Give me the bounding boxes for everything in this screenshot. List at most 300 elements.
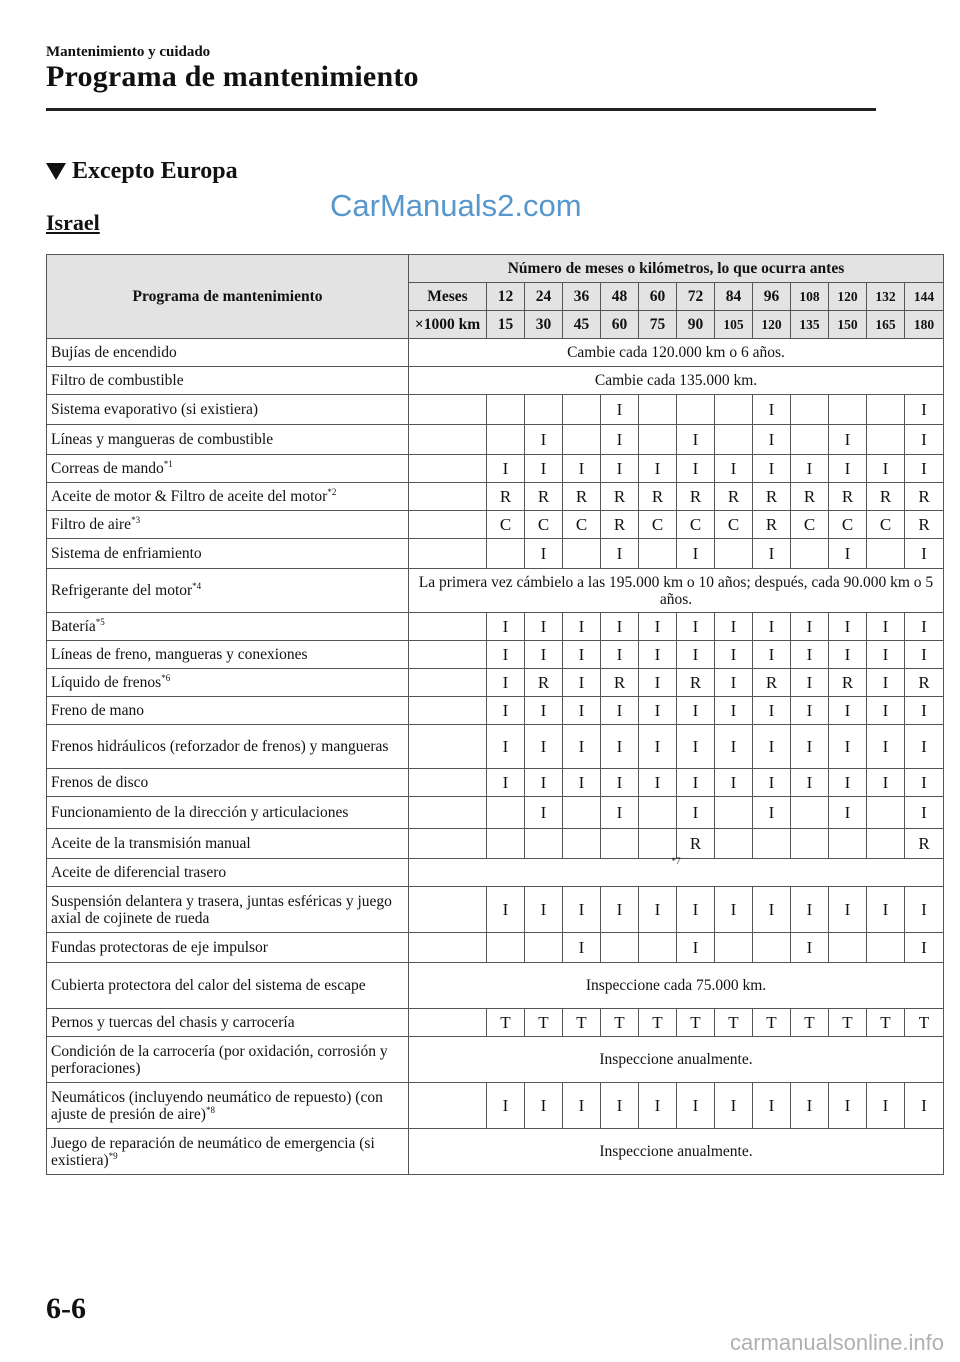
- schedule-cell: [639, 539, 677, 569]
- schedule-cell: I: [753, 697, 791, 725]
- schedule-cell: I: [525, 425, 563, 455]
- schedule-cell: I: [639, 669, 677, 697]
- km-header: 15: [487, 311, 525, 339]
- table-row: [47, 511, 944, 539]
- schedule-cell: I: [791, 887, 829, 933]
- schedule-cell: I: [601, 725, 639, 769]
- footnote-ref: *4: [192, 581, 202, 591]
- km-header: 105: [715, 311, 753, 339]
- km-header: 135: [791, 311, 829, 339]
- schedule-cell: I: [867, 697, 905, 725]
- schedule-cell: I: [715, 455, 753, 483]
- schedule-cell: I: [905, 797, 944, 829]
- spacer-cell: [409, 641, 487, 669]
- schedule-cell: I: [639, 697, 677, 725]
- schedule-cell: I: [601, 539, 639, 569]
- spacer-cell: [409, 455, 487, 483]
- item-label: [47, 339, 409, 367]
- schedule-cell: I: [563, 613, 601, 641]
- schedule-cell: I: [677, 539, 715, 569]
- schedule-cell: [563, 539, 601, 569]
- table-row: [47, 933, 944, 963]
- schedule-cell: I: [563, 769, 601, 797]
- schedule-cell: I: [791, 697, 829, 725]
- schedule-cell: I: [525, 697, 563, 725]
- item-label-text: Funcionamiento de la dirección y articulaciones: [51, 804, 349, 821]
- schedule-cell: I: [753, 539, 791, 569]
- schedule-cell: I: [525, 725, 563, 769]
- schedule-cell: I: [601, 395, 639, 425]
- schedule-cell: I: [639, 769, 677, 797]
- item-label: [47, 425, 409, 455]
- schedule-cell: I: [905, 725, 944, 769]
- table-row: [47, 395, 944, 425]
- schedule-cell: T: [905, 1009, 944, 1037]
- schedule-cell: I: [753, 797, 791, 829]
- spacer-cell: [409, 511, 487, 539]
- schedule-cell: I: [601, 613, 639, 641]
- schedule-cell: I: [905, 769, 944, 797]
- schedule-cell: [601, 829, 639, 859]
- schedule-cell: I: [677, 613, 715, 641]
- table-row: [47, 425, 944, 455]
- schedule-cell: R: [639, 483, 677, 511]
- item-label: [47, 829, 409, 859]
- schedule-cell: R: [753, 511, 791, 539]
- schedule-cell: I: [677, 641, 715, 669]
- footnote-ref: *9: [108, 1150, 118, 1161]
- item-label-text: Filtro de aire: [51, 516, 132, 533]
- schedule-cell: [867, 395, 905, 425]
- schedule-cell: [639, 829, 677, 859]
- interval-text: Inspeccione cada 75.000 km.: [409, 963, 944, 1009]
- spacer-cell: [409, 769, 487, 797]
- schedule-cell: I: [791, 455, 829, 483]
- schedule-cell: I: [487, 613, 525, 641]
- table-row: [47, 887, 944, 933]
- spacer-cell: [409, 829, 487, 859]
- schedule-cell: I: [525, 887, 563, 933]
- item-label: [47, 613, 409, 641]
- schedule-cell: I: [715, 1083, 753, 1129]
- schedule-cell: C: [563, 511, 601, 539]
- schedule-cell: C: [715, 511, 753, 539]
- table-row: [47, 797, 944, 829]
- item-label-text: Cubierta protectora del calor del sistema de escape: [51, 977, 366, 994]
- schedule-cell: I: [829, 455, 867, 483]
- schedule-cell: [753, 829, 791, 859]
- schedule-cell: [487, 425, 525, 455]
- schedule-cell: [791, 395, 829, 425]
- spacer-cell: [409, 425, 487, 455]
- schedule-cell: [867, 797, 905, 829]
- item-label: [47, 887, 409, 933]
- schedule-cell: R: [525, 483, 563, 511]
- item-label: [47, 569, 409, 613]
- schedule-cell: T: [677, 1009, 715, 1037]
- schedule-cell: I: [753, 769, 791, 797]
- schedule-cell: I: [829, 887, 867, 933]
- km-header: 120: [753, 311, 791, 339]
- spacer-cell: [409, 539, 487, 569]
- table-row: [47, 829, 944, 859]
- table-row: [47, 1009, 944, 1037]
- table-row: [47, 697, 944, 725]
- schedule-cell: [791, 797, 829, 829]
- table-row: [47, 339, 944, 367]
- schedule-cell: [715, 539, 753, 569]
- schedule-cell: [791, 425, 829, 455]
- schedule-cell: I: [487, 697, 525, 725]
- schedule-cell: R: [715, 483, 753, 511]
- schedule-cell: R: [753, 483, 791, 511]
- schedule-cell: I: [867, 455, 905, 483]
- schedule-cell: I: [715, 769, 753, 797]
- item-label-text: Freno de mano: [51, 702, 144, 719]
- schedule-cell: I: [829, 539, 867, 569]
- region-heading: Israel: [46, 210, 100, 235]
- schedule-cell: I: [563, 725, 601, 769]
- schedule-cell: [677, 395, 715, 425]
- schedule-cell: I: [563, 933, 601, 963]
- interval-text: Inspeccione anualmente.: [409, 1129, 944, 1175]
- month-header: 84: [715, 283, 753, 311]
- schedule-cell: [639, 425, 677, 455]
- schedule-cell: I: [905, 641, 944, 669]
- table-row: [47, 859, 944, 887]
- schedule-cell: I: [563, 455, 601, 483]
- schedule-cell: I: [639, 1083, 677, 1129]
- schedule-cell: [563, 395, 601, 425]
- schedule-cell: [715, 797, 753, 829]
- schedule-cell: R: [867, 483, 905, 511]
- schedule-cell: I: [639, 613, 677, 641]
- schedule-cell: T: [563, 1009, 601, 1037]
- item-label: [47, 697, 409, 725]
- schedule-cell: I: [753, 725, 791, 769]
- schedule-cell: C: [487, 511, 525, 539]
- schedule-cell: C: [867, 511, 905, 539]
- schedule-cell: I: [525, 455, 563, 483]
- schedule-cell: I: [905, 539, 944, 569]
- table-row: [47, 367, 944, 395]
- schedule-cell: I: [677, 425, 715, 455]
- group-header: Número de meses o kilómetros, lo que ocurra antes: [409, 255, 944, 283]
- km-header: 180: [905, 311, 944, 339]
- schedule-cell: I: [601, 797, 639, 829]
- month-header: 96: [753, 283, 791, 311]
- schedule-cell: I: [753, 887, 791, 933]
- schedule-cell: R: [905, 483, 944, 511]
- schedule-cell: I: [905, 887, 944, 933]
- schedule-cell: I: [753, 395, 791, 425]
- month-header: 144: [905, 283, 944, 311]
- schedule-cell: T: [601, 1009, 639, 1037]
- schedule-cell: I: [715, 887, 753, 933]
- schedule-cell: [829, 933, 867, 963]
- item-label-text: Sistema de enfriamiento: [51, 545, 202, 562]
- item-label-text: Juego de reparación de neumático de emergencia (si existiera): [51, 1134, 375, 1169]
- schedule-cell: T: [487, 1009, 525, 1037]
- footnote-ref: *7: [671, 856, 681, 866]
- schedule-cell: I: [753, 455, 791, 483]
- item-label-text: Frenos de disco: [51, 774, 149, 791]
- schedule-cell: I: [487, 887, 525, 933]
- schedule-cell: R: [563, 483, 601, 511]
- schedule-cell: I: [829, 725, 867, 769]
- schedule-cell: T: [829, 1009, 867, 1037]
- table-row: [47, 613, 944, 641]
- sub-heading: [46, 158, 238, 185]
- item-label: [47, 1037, 409, 1083]
- schedule-cell: [715, 933, 753, 963]
- schedule-cell: T: [525, 1009, 563, 1037]
- schedule-cell: I: [829, 641, 867, 669]
- schedule-cell: R: [677, 483, 715, 511]
- schedule-cell: [829, 829, 867, 859]
- spacer-cell: [409, 669, 487, 697]
- km-header: 90: [677, 311, 715, 339]
- sub-heading-text: Excepto Europa: [72, 158, 238, 184]
- schedule-cell: I: [715, 725, 753, 769]
- schedule-cell: I: [715, 697, 753, 725]
- km-header: 30: [525, 311, 563, 339]
- schedule-cell: R: [905, 829, 944, 859]
- schedule-cell: R: [525, 669, 563, 697]
- schedule-cell: I: [715, 613, 753, 641]
- schedule-cell: [715, 425, 753, 455]
- schedule-cell: I: [601, 697, 639, 725]
- schedule-cell: I: [677, 797, 715, 829]
- schedule-cell: R: [753, 669, 791, 697]
- item-label: [47, 1083, 409, 1129]
- schedule-cell: C: [791, 511, 829, 539]
- interval-text: Cambie cada 135.000 km.: [409, 367, 944, 395]
- schedule-cell: I: [715, 641, 753, 669]
- schedule-cell: I: [753, 613, 791, 641]
- schedule-cell: R: [487, 483, 525, 511]
- month-header: 108: [791, 283, 829, 311]
- spacer-cell: [409, 887, 487, 933]
- schedule-cell: I: [715, 669, 753, 697]
- item-label: [47, 395, 409, 425]
- schedule-cell: [525, 395, 563, 425]
- schedule-cell: I: [525, 539, 563, 569]
- item-label: [47, 511, 409, 539]
- maintenance-table: [46, 254, 944, 1175]
- schedule-cell: I: [867, 887, 905, 933]
- schedule-cell: I: [829, 1083, 867, 1129]
- page-number: 6-6: [46, 1292, 86, 1325]
- schedule-cell: I: [829, 769, 867, 797]
- schedule-cell: I: [639, 641, 677, 669]
- item-label-text: Aceite de la transmisión manual: [51, 835, 251, 852]
- schedule-cell: I: [639, 887, 677, 933]
- schedule-cell: [791, 539, 829, 569]
- item-label-text: Aceite de motor & Filtro de aceite del motor: [51, 488, 328, 505]
- schedule-cell: [867, 829, 905, 859]
- table-row: [47, 569, 944, 613]
- schedule-cell: I: [563, 697, 601, 725]
- schedule-cell: I: [753, 1083, 791, 1129]
- item-label-text: Fundas protectoras de eje impulsor: [51, 939, 268, 956]
- schedule-cell: I: [525, 1083, 563, 1129]
- months-label: Meses: [409, 283, 487, 311]
- schedule-cell: T: [753, 1009, 791, 1037]
- schedule-cell: C: [829, 511, 867, 539]
- schedule-cell: R: [677, 829, 715, 859]
- schedule-cell: I: [791, 1083, 829, 1129]
- schedule-cell: R: [905, 669, 944, 697]
- schedule-cell: I: [905, 425, 944, 455]
- footnote-cell: [409, 856, 944, 887]
- footnote-ref: *6: [161, 673, 171, 683]
- item-label: [47, 859, 409, 887]
- schedule-cell: [563, 425, 601, 455]
- item-label-text: Bujías de encendido: [51, 344, 177, 361]
- month-header: 36: [563, 283, 601, 311]
- schedule-cell: [867, 933, 905, 963]
- item-label: [47, 1129, 409, 1175]
- table-row: [47, 455, 944, 483]
- schedule-cell: C: [677, 511, 715, 539]
- schedule-cell: I: [487, 1083, 525, 1129]
- km-header: 165: [867, 311, 905, 339]
- watermark-bottom: carmanualsonline.info: [729, 1330, 944, 1355]
- schedule-cell: I: [867, 669, 905, 697]
- table-row: [47, 725, 944, 769]
- schedule-cell: I: [791, 769, 829, 797]
- item-label: [47, 963, 409, 1009]
- schedule-cell: [639, 933, 677, 963]
- footnote-ref: *5: [95, 617, 105, 627]
- item-label-text: Correas de mando: [51, 460, 164, 477]
- item-label-text: Líneas de freno, mangueras y conexiones: [51, 646, 308, 663]
- item-label: [47, 641, 409, 669]
- schedule-cell: R: [791, 483, 829, 511]
- footnote-ref: *2: [327, 487, 337, 497]
- item-label-text: Neumáticos (incluyendo neumático de repuesto) (con ajuste de presión de aire): [51, 1088, 383, 1123]
- schedule-cell: R: [677, 669, 715, 697]
- table-row: [47, 1083, 944, 1129]
- schedule-cell: I: [525, 797, 563, 829]
- schedule-cell: [715, 829, 753, 859]
- item-label: [47, 1009, 409, 1037]
- schedule-cell: [867, 425, 905, 455]
- schedule-cell: I: [525, 641, 563, 669]
- spacer-cell: [409, 613, 487, 641]
- schedule-cell: [601, 933, 639, 963]
- spacer-cell: [409, 933, 487, 963]
- schedule-cell: C: [639, 511, 677, 539]
- month-header: 72: [677, 283, 715, 311]
- spacer-cell: [409, 1009, 487, 1037]
- schedule-cell: R: [905, 511, 944, 539]
- item-label-text: Aceite de diferencial trasero: [51, 864, 227, 881]
- schedule-cell: [791, 829, 829, 859]
- schedule-cell: I: [639, 455, 677, 483]
- item-label: [47, 725, 409, 769]
- schedule-cell: I: [487, 455, 525, 483]
- schedule-cell: I: [867, 769, 905, 797]
- page-title: Programa de mantenimiento: [46, 60, 419, 93]
- item-label-text: Frenos hidráulicos (reforzador de frenos) y mangueras: [51, 738, 389, 755]
- month-header: 60: [639, 283, 677, 311]
- schedule-cell: I: [487, 669, 525, 697]
- schedule-cell: I: [677, 1083, 715, 1129]
- km-header: 60: [601, 311, 639, 339]
- interval-text: Inspeccione anualmente.: [409, 1037, 944, 1083]
- table-row: [47, 641, 944, 669]
- schedule-cell: [487, 933, 525, 963]
- schedule-cell: I: [639, 725, 677, 769]
- schedule-cell: [525, 829, 563, 859]
- schedule-cell: T: [639, 1009, 677, 1037]
- schedule-cell: I: [563, 887, 601, 933]
- schedule-cell: I: [487, 725, 525, 769]
- table-row: [47, 483, 944, 511]
- interval-text: Cambie cada 120.000 km o 6 años.: [409, 339, 944, 367]
- footnote-ref: *3: [131, 515, 141, 525]
- schedule-cell: R: [601, 483, 639, 511]
- schedule-cell: R: [829, 669, 867, 697]
- item-label-text: Sistema evaporativo (si existiera): [51, 401, 259, 418]
- schedule-cell: I: [829, 425, 867, 455]
- schedule-cell: I: [677, 769, 715, 797]
- spacer-cell: [409, 725, 487, 769]
- item-label: [47, 933, 409, 963]
- km-header: 75: [639, 311, 677, 339]
- spacer-cell: [409, 1083, 487, 1129]
- schedule-cell: I: [677, 933, 715, 963]
- schedule-cell: I: [677, 455, 715, 483]
- item-label-text: Líquido de frenos: [51, 674, 162, 691]
- interval-text: La primera vez cámbielo a las 195.000 km o 10 años; después, cada 90.000 km o 5 años.: [409, 569, 944, 613]
- schedule-cell: [487, 395, 525, 425]
- schedule-cell: C: [525, 511, 563, 539]
- month-header: 24: [525, 283, 563, 311]
- schedule-cell: R: [601, 511, 639, 539]
- schedule-cell: I: [601, 769, 639, 797]
- schedule-cell: I: [905, 395, 944, 425]
- schedule-cell: I: [867, 641, 905, 669]
- table-row: [47, 669, 944, 697]
- schedule-cell: I: [867, 725, 905, 769]
- title-divider: [46, 108, 876, 111]
- schedule-cell: I: [677, 697, 715, 725]
- schedule-cell: [525, 933, 563, 963]
- item-label: [47, 483, 409, 511]
- schedule-cell: I: [563, 669, 601, 697]
- schedule-cell: [487, 539, 525, 569]
- schedule-cell: [639, 797, 677, 829]
- schedule-cell: I: [677, 725, 715, 769]
- schedule-cell: [867, 539, 905, 569]
- schedule-cell: I: [791, 669, 829, 697]
- schedule-cell: I: [601, 1083, 639, 1129]
- schedule-cell: [639, 395, 677, 425]
- schedule-cell: T: [791, 1009, 829, 1037]
- schedule-cell: I: [905, 697, 944, 725]
- schedule-cell: I: [829, 797, 867, 829]
- table-row: [47, 1037, 944, 1083]
- km-label: ×1000 km: [409, 311, 487, 339]
- item-label: [47, 797, 409, 829]
- month-header: 48: [601, 283, 639, 311]
- table-row: [47, 769, 944, 797]
- schedule-cell: I: [601, 425, 639, 455]
- schedule-cell: I: [867, 613, 905, 641]
